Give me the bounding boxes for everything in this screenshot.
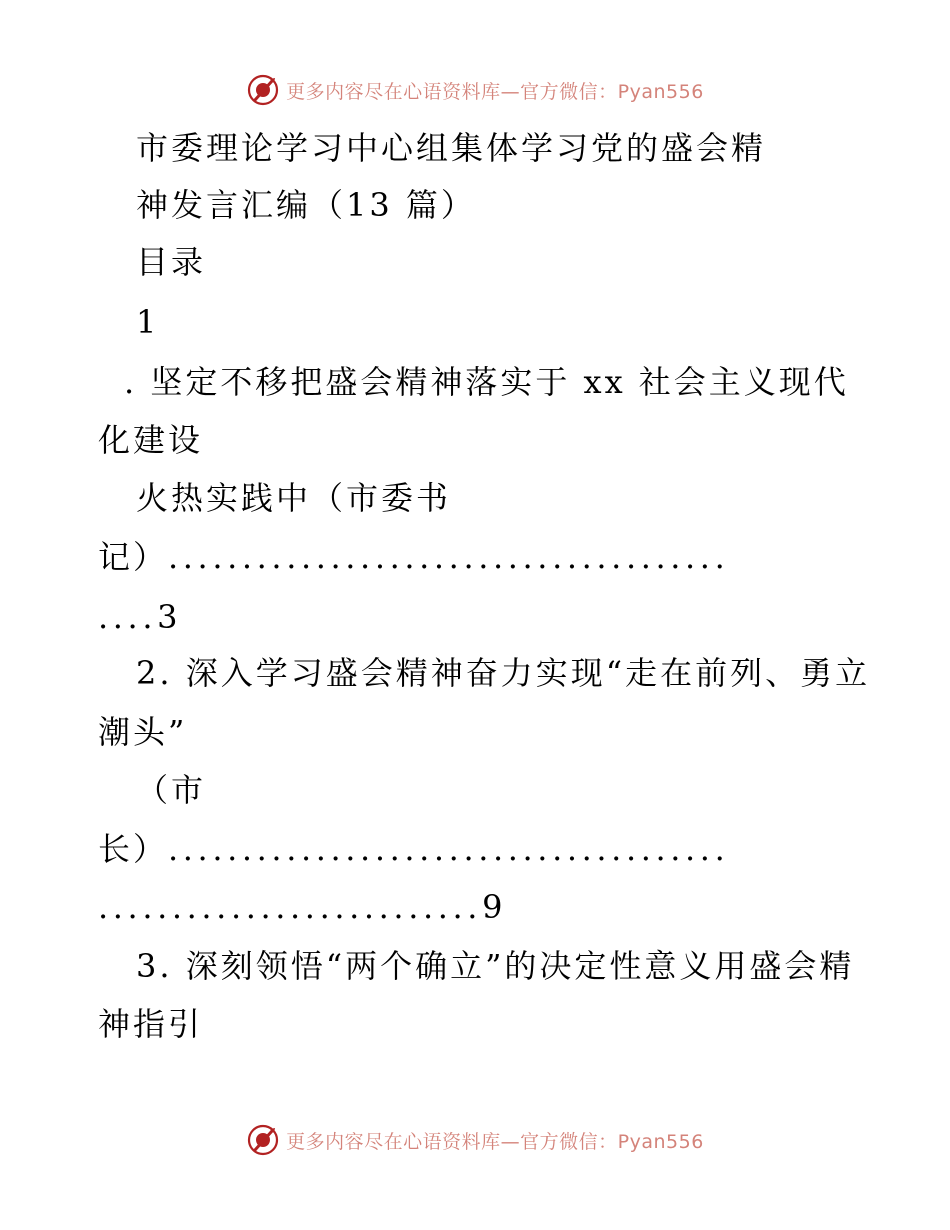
toc-item1-title-line2: 化建设 bbox=[98, 421, 204, 459]
toc-item2-leader-dots-cont: .......................... bbox=[98, 888, 483, 926]
toc-item2-title-line3: （市 bbox=[136, 771, 207, 809]
toc-item3-title-line1: 3. 深刻领悟“两个确立”的决定性意义用盛会精 bbox=[136, 947, 855, 985]
toc-item3-title-line2: 神指引 bbox=[98, 1005, 204, 1043]
pen-logo-icon bbox=[246, 1123, 280, 1157]
doc-title-line1: 市委理论学习中心组集体学习党的盛会精 bbox=[136, 129, 767, 167]
toc-item2-title-line1: 2. 深入学习盛会精神奋力实现“走在前列、勇立 bbox=[136, 654, 871, 692]
toc-item2-page: 9 bbox=[482, 888, 506, 926]
toc-item1-author: 记） bbox=[98, 538, 169, 576]
toc-item1-page: 3 bbox=[157, 598, 181, 636]
toc-item2-title-line2: 潮头” bbox=[98, 713, 188, 751]
footer-banner bbox=[0, 1122, 950, 1158]
toc-item1-leader-line bbox=[98, 537, 950, 577]
toc-item2-leader-dots: ...................................... bbox=[168, 830, 730, 868]
footer-banner-text: 更多内容尽在心语资料库—官方微信：Pyan556 bbox=[286, 1130, 704, 1153]
toc-item2-author: 长） bbox=[98, 830, 169, 868]
header-banner bbox=[0, 72, 950, 108]
doc-title-line2: 神发言汇编（13 篇） bbox=[136, 186, 476, 224]
toc-item1-title-line3: 火热实践中（市委书 bbox=[136, 479, 452, 517]
toc-item1-leader-dots-cont: .... bbox=[98, 598, 158, 636]
toc-item1-number: 1 bbox=[136, 303, 160, 341]
header-banner-text: 更多内容尽在心语资料库—官方微信：Pyan556 bbox=[286, 80, 704, 103]
toc-heading: 目录 bbox=[136, 243, 207, 281]
toc-item2-leader-line bbox=[98, 829, 950, 869]
pen-logo-icon bbox=[246, 73, 280, 107]
toc-item2-page-line bbox=[98, 887, 950, 927]
toc-item1-leader-dots: ...................................... bbox=[168, 538, 730, 576]
toc-item1-title-line1: . 坚定不移把盛会精神落实于 xx 社会主义现代 bbox=[124, 363, 849, 401]
toc-item1-page-line bbox=[98, 597, 950, 637]
